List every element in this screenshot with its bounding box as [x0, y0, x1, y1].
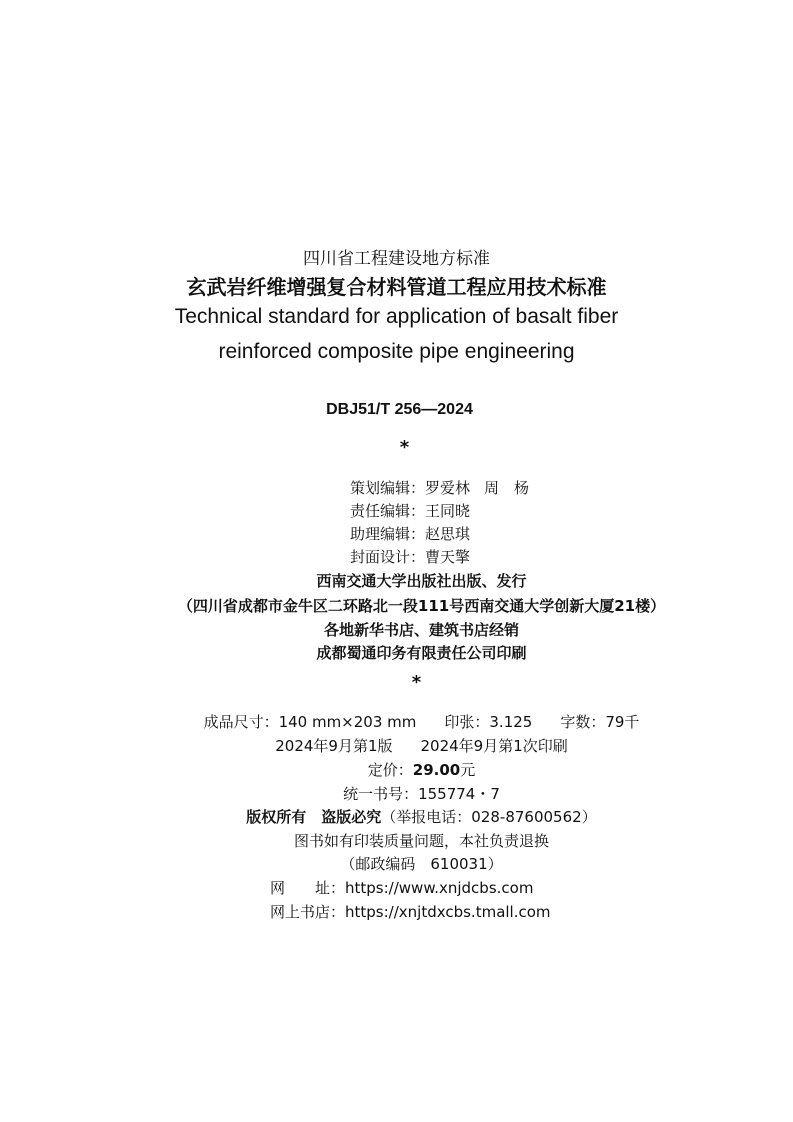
online-shop-line — [270, 901, 551, 922]
price-unit: 元 — [460, 761, 476, 779]
printer-line: 成都蜀通印务有限责任公司印刷 — [316, 644, 527, 662]
responsible-editor — [350, 500, 470, 521]
website-label: 网 址： — [270, 879, 346, 897]
planning-editor-label: 策划编辑： — [350, 479, 426, 497]
responsible-editor-label: 责任编辑： — [350, 502, 426, 520]
price-line — [25, 759, 793, 780]
separator-star-2: * — [411, 672, 422, 693]
separator-star: * — [399, 437, 410, 458]
assistant-editor — [350, 523, 470, 544]
edition-line — [25, 735, 793, 756]
spec-line — [25, 711, 793, 732]
assistant-editor-name: 赵思琪 — [425, 525, 471, 543]
price-value: 29.00 — [412, 761, 461, 779]
standard-series: 四川省工程建设地方标准 — [303, 249, 490, 269]
planning-editor-name: 罗爱林 — [425, 479, 471, 497]
title-chinese: 玄武岩纤维增强复合材料管道工程应用技术标准 — [186, 275, 607, 299]
online-shop-url[interactable]: https://xnjtdxcbs.tmall.com — [345, 903, 551, 921]
website-url[interactable]: https://www.xnjdcbs.com — [345, 879, 534, 897]
standard-code: DBJ51/T 256—2024 — [326, 401, 473, 418]
price-label: 定价： — [367, 761, 413, 779]
book-number: 统一书号：155774・7 — [343, 785, 500, 803]
distribution-line: 各地新华书店、建筑书店经销 — [323, 621, 519, 639]
return-policy: 图书如有印装质量问题，本社负责退换 — [293, 832, 549, 850]
title-english-line2: reinforced composite pipe engineering — [218, 340, 575, 363]
printed-sheets: 印张：3.125 — [444, 713, 533, 731]
word-count: 字数：79千 — [560, 713, 640, 731]
online-shop-label: 网上书店： — [270, 903, 346, 921]
publisher-address: （四川省成都市金牛区二环路北一段111号西南交通大学创新大厦21楼） — [177, 597, 666, 615]
assistant-editor-label: 助理编辑： — [350, 525, 426, 543]
planning-editor-name-2: 周 杨 — [484, 479, 530, 497]
edition: 2024年9月第1版 — [275, 737, 393, 755]
postcode: （邮政编码 610031） — [340, 855, 503, 873]
website-line — [270, 877, 533, 898]
cover-designer-name: 曹天擎 — [425, 548, 471, 566]
planning-editor — [350, 477, 529, 498]
cover-designer — [350, 546, 470, 567]
report-phone: （举报电话：028-87600562） — [381, 808, 597, 826]
copyright-line — [25, 806, 793, 827]
copyright-notice: 版权所有 盗版必究 — [246, 808, 382, 826]
cover-designer-label: 封面设计： — [350, 548, 426, 566]
publisher-line: 西南交通大学出版社出版、发行 — [316, 572, 527, 590]
title-english-line1: Technical standard for application of basalt fiber — [174, 305, 619, 328]
responsible-editor-name: 王同晓 — [425, 502, 471, 520]
finished-size: 成品尺寸：140 mm×203 mm — [203, 713, 417, 731]
printing: 2024年9月第1次印刷 — [420, 737, 568, 755]
